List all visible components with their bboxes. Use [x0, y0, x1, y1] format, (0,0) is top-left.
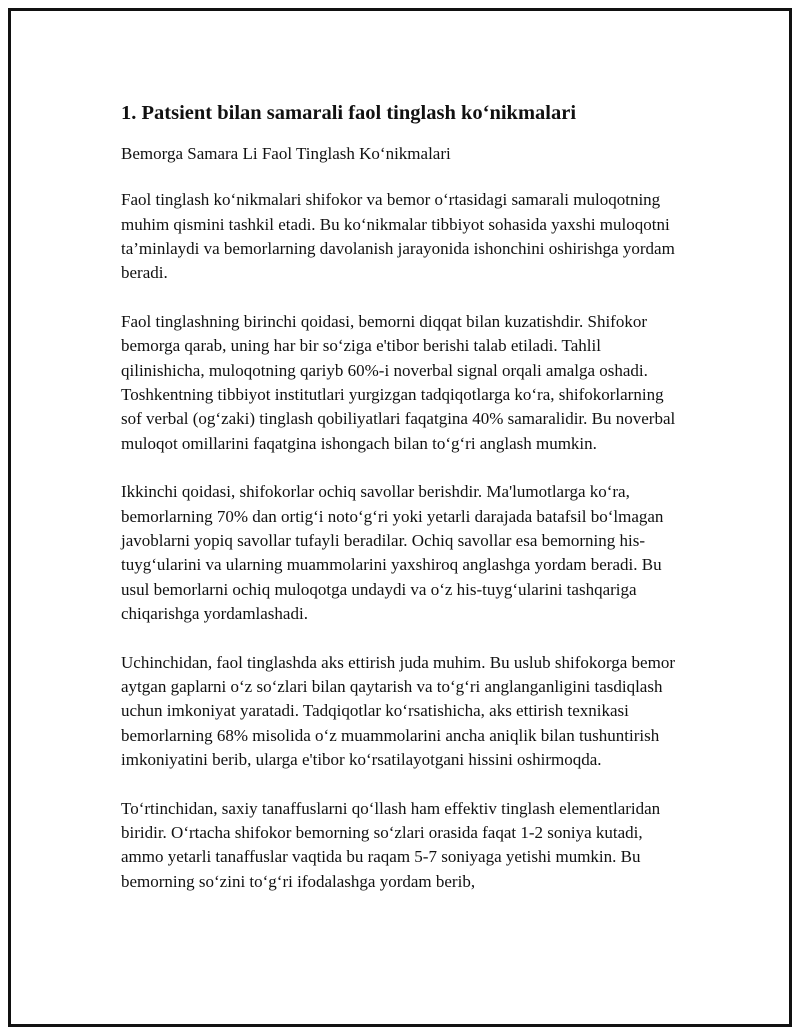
- document-body: [121, 101, 681, 894]
- page-frame: [8, 8, 792, 1027]
- paragraph-3: Ikkinchi qoidasi, shifokorlar ochiq savollar berishdir. Ma'lumotlarga ko‘ra, bemorlarning 70% dan ortig‘i noto‘g‘ri yoki yetarli darajada batafsil bo‘lmagan javoblarni yopiq savollar tufayli beradilar. Ochiq savollar esa bemorning his-tuyg‘ularini va ularning muammolarini yaxshiroq anglashga yordam beradi. Bu usul bemorlarni ochiq muloqotga undaydi va o‘z his-tuyg‘ularini tashqariga chiqarishga yordamlashadi.: [121, 482, 664, 624]
- paragraph-1: Faol tinglash ko‘nikmalari shifokor va bemor o‘rtasidagi samarali muloqotning muhim qismini tashkil etadi. Bu ko‘nikmalar tibbiyot sohasida yaxshi muloqotni ta’minlaydi va bemorlarning davolanish jarayonida ishonchini oshirishga yordam beradi.: [121, 190, 675, 283]
- document-subtitle: Bemorga Samara Li Faol Tinglash Ko‘nikmalari: [121, 143, 451, 163]
- paragraph-4: Uchinchidan, faol tinglashda aks ettirish juda muhim. Bu uslub shifokorga bemor aytgan gaplarni o‘z so‘zlari bilan qaytarish va to‘g‘ri anglanganligini tasdiqlash uchun imkoniyat yaratadi. Tadqiqotlar ko‘rsatishicha, aks ettirish texnikasi bemorlarning 68% misolida o‘z muammolarini ancha aniqlik bilan tushuntirish imkoniyatini berib, ularga e'tibor ko‘rsatilayotgani hissini oshirmoqda.: [121, 652, 675, 770]
- document-title: 1. Patsient bilan samarali faol tinglash ko‘nikmalari: [121, 102, 577, 124]
- paragraph-2: Faol tinglashning birinchi qoidasi, bemorni diqqat bilan kuzatishdir. Shifokor bemorga qarab, uning har bir so‘ziga e'tibor berishi talab etiladi. Tahlil qilinishicha, muloqotning qariyb 60%-i noverbal signal orqali amalga oshadi. Toshkentning tibbiyot institutlari yurgizgan tadqiqotlarga ko‘ra, shifokorlarning sof verbal (og‘zaki) tinglash qobiliyatlari faqatgina 40% samaralidir. Bu noverbal muloqot omillarini faqatgina ishongach bilan to‘g‘ri anglash mumkin.: [121, 311, 676, 453]
- paragraph-5: To‘rtinchidan, saxiy tanaffuslarni qo‘llash ham effektiv tinglash elementlaridan biridir. O‘rtacha shifokor bemorning so‘zlari orasida faqat 1-2 soniya kutadi, ammo yetarli tanaffuslar vaqtida bu raqam 5-7 soniyaga yetishi mumkin. Bu bemorning so‘zini to‘g‘ri ifodalashga yordam berib,: [121, 798, 661, 891]
